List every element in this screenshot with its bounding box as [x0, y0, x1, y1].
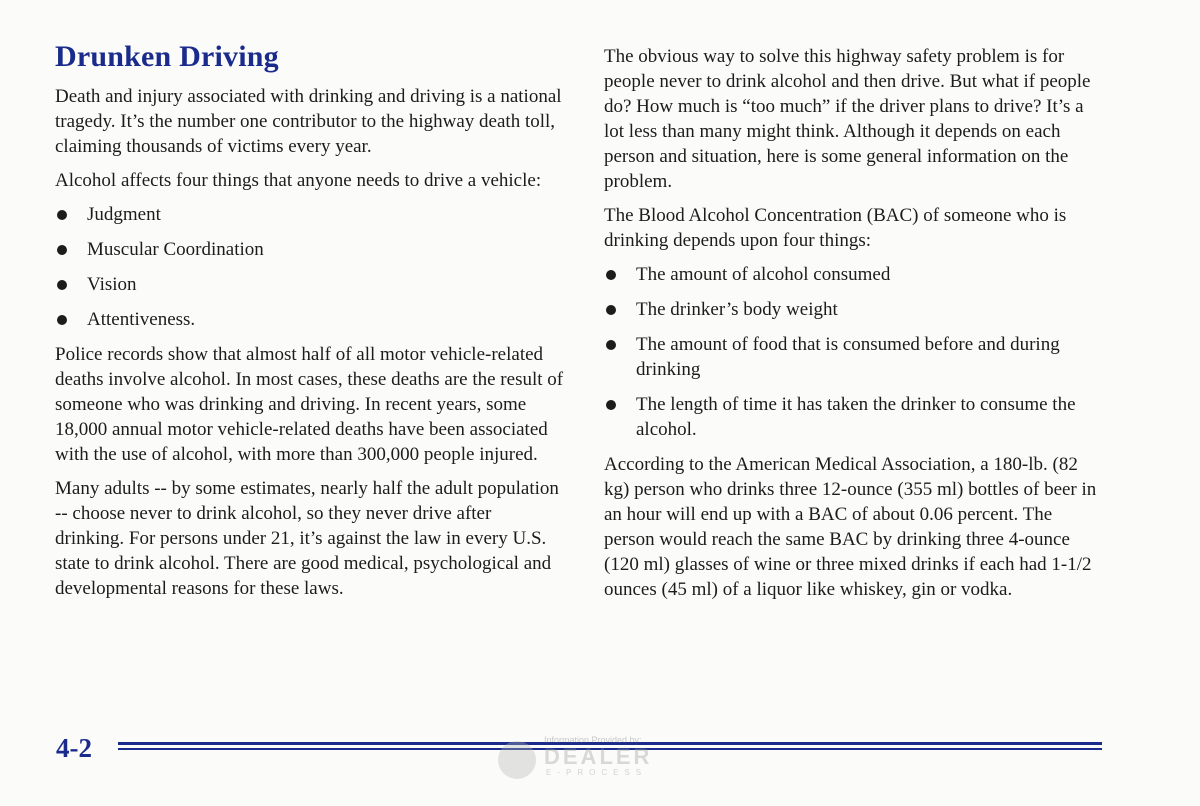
list-item	[55, 307, 565, 332]
list-item-text: The drinker’s body weight	[636, 299, 838, 320]
bullet-icon	[606, 340, 616, 350]
watermark-brand: DEALER	[544, 744, 653, 769]
dealer-watermark	[496, 733, 696, 783]
list-item-text: Vision	[87, 274, 137, 295]
left-column	[55, 40, 565, 610]
watermark-caption: Information Provided by:	[544, 735, 642, 745]
bac-factors-list	[604, 262, 1104, 442]
bullet-icon	[606, 270, 616, 280]
list-item	[604, 332, 1104, 382]
list-item-text: Judgment	[87, 204, 161, 225]
list-item-text: Muscular Coordination	[87, 239, 264, 260]
list-item	[55, 237, 565, 262]
list-item-text: The amount of food that is consumed before and during drinking	[636, 334, 1060, 380]
affects-list	[55, 202, 565, 332]
list-item-text: The length of time it has taken the drinker to consume the alcohol.	[636, 394, 1076, 440]
watermark-subtitle: E-PROCESS	[546, 768, 648, 777]
list-item-text: Attentiveness.	[87, 309, 196, 330]
list-item	[604, 262, 1104, 287]
bullet-icon	[606, 305, 616, 315]
many-adults-paragraph: Many adults -- by some estimates, nearly half the adult population -- choose never to drink alcohol, so they never drive after drinking. For persons under 21, it’s against the law in every U.S. state to drink alcohol. There are good medical, psychological and developmental reasons for these laws.	[55, 478, 559, 599]
list-item	[604, 297, 1104, 322]
bac-intro-paragraph: The Blood Alcohol Concentration (BAC) of someone who is drinking depends upon four things:	[604, 205, 1067, 251]
bullet-icon	[606, 400, 616, 410]
list-item	[55, 202, 565, 227]
bullet-icon	[57, 280, 67, 290]
bullet-icon	[57, 315, 67, 325]
bullet-icon	[57, 210, 67, 220]
intro-paragraph: Death and injury associated with drinking and driving is a national tragedy. It’s the number one contributor to the highway death toll, claiming thousands of victims every year.	[55, 86, 562, 157]
watermark-logo-icon	[498, 741, 536, 779]
bullet-icon	[57, 245, 67, 255]
list-item	[55, 272, 565, 297]
police-records-paragraph: Police records show that almost half of all motor vehicle-related deaths involve alcohol. In most cases, these deaths are the result of someone who was drinking and driving. In recent years, some 18,000 annual motor vehicle-related deaths have been associated with the use of alcohol, with more than 300,000 people injured.	[55, 344, 564, 465]
solve-problem-paragraph: The obvious way to solve this highway safety problem is for people never to drink alcohol and then drive. But what if people do? How much is “too much” if the driver plans to drive? It’s a lot less than many might think. Although it depends on each person and situation, here is some general information on the problem.	[604, 46, 1091, 192]
right-column	[604, 44, 1104, 611]
ama-paragraph: According to the American Medical Association, a 180-lb. (82 kg) person who drinks three 12-ounce (355 ml) bottles of beer in an hour will end up with a BAC of about 0.06 percent. The person would reach the same BAC by drinking three 4-ounce (120 ml) glasses of wine or three mixed drinks if each had 1-1/2 ounces (45 ml) of a liquor like whiskey, gin or vodka.	[604, 454, 1097, 600]
page-number: 4-2	[56, 733, 92, 763]
alcohol-affects-paragraph: Alcohol affects four things that anyone needs to drive a vehicle:	[55, 170, 542, 191]
list-item-text: The amount of alcohol consumed	[636, 264, 891, 285]
list-item	[604, 392, 1104, 442]
section-title: Drunken Driving	[55, 40, 279, 73]
